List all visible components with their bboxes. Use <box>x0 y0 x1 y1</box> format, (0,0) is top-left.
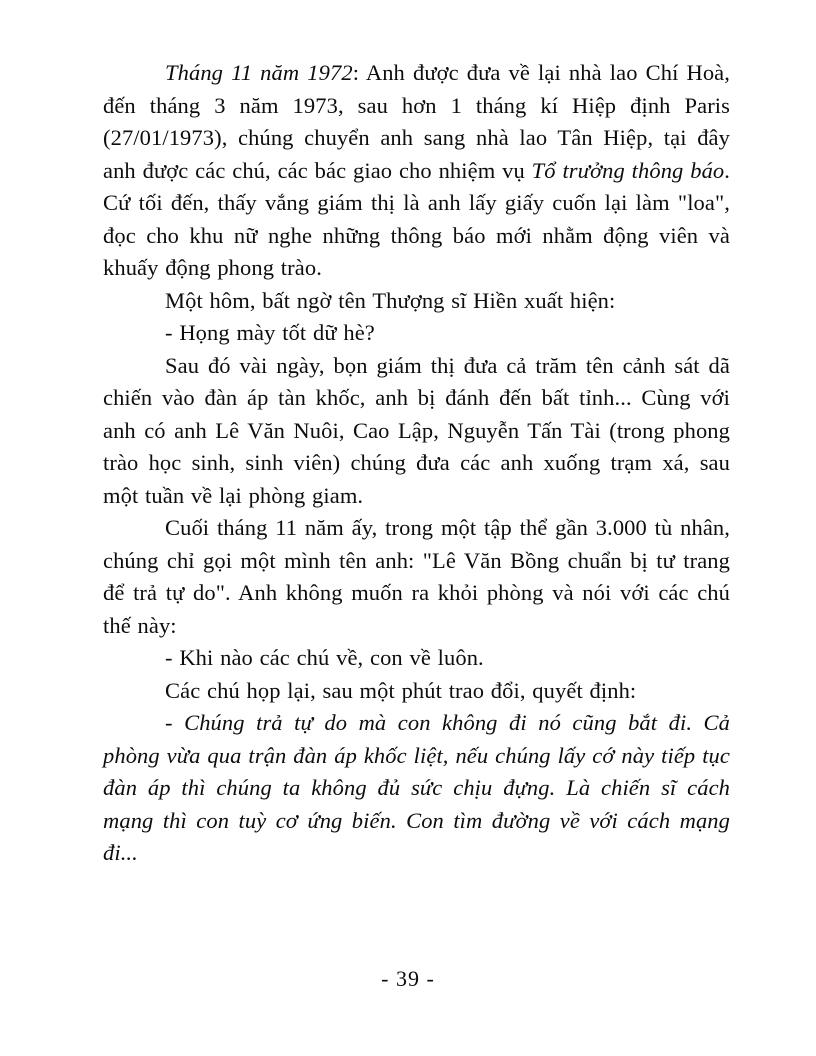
paragraph <box>103 285 730 318</box>
text-run: Một hôm, bất ngờ tên Thượng sĩ Hiền xuất hiện: <box>165 287 616 313</box>
paragraph <box>103 57 730 285</box>
paragraph <box>103 675 730 708</box>
text-block <box>103 57 730 870</box>
text-run: Cuối tháng 11 năm ấy, trong một tập thể gần 3.000 tù nhân, chúng chỉ gọi một mình tên anh: "Lê Văn Bồng chuẩn bị tư trang để trả tự do". Anh không muốn ra khỏi phòng và nói với các chú thế này: <box>103 515 730 638</box>
page-number: - 39 - <box>381 966 435 991</box>
paragraph <box>103 642 730 675</box>
text-run: - Khi nào các chú về, con về luôn. <box>165 645 484 670</box>
text-run: Các chú họp lại, sau một phút trao đổi, quyết định: <box>165 677 637 703</box>
text-run: . Cứ tối đến, thấy vắng giám thị là anh lấy giấy cuốn lại làm "loa", đọc cho khu nữ nghe những thông báo mới nhằm động viên và khuấy động phong trào. <box>103 157 731 280</box>
text-run: - Chúng trả tự do mà con không đi nó cũng bắt đi. Cả phòng vừa qua trận đàn áp khốc liệt, nếu chúng lấy cớ này tiếp tục đàn áp thì chúng ta không đủ sức chịu đựng. Là chiến sĩ cách mạng thì con tuỳ cơ ứng biến. Con tìm đường về với cách mạng đi... <box>103 710 730 865</box>
paragraph <box>103 512 730 642</box>
text-run: Sau đó vài ngày, bọn giám thị đưa cả trăm tên cảnh sát dã chiến vào đàn áp tàn khốc, anh bị đánh đến bất tỉnh... Cùng với anh có anh Lê Văn Nuôi, Cao Lập, Nguyễn Tấn Tài (trong phong trào học sinh, sinh viên) chúng đưa các anh xuống trạm xá, sau một tuần về lại phòng giam. <box>103 352 730 508</box>
paragraph <box>103 707 730 870</box>
paragraph <box>103 317 730 350</box>
text-run: : Anh được đưa về lại nhà lao Chí Hoà, đến tháng 3 năm 1973, sau hơn 1 tháng kí Hiệp định Paris (27/01/1973), chúng chuyển anh sang nhà lao Tân Hiệp, tại đây anh được các chú, các bác giao cho nhiệm vụ <box>103 60 730 183</box>
text-run: Tổ trưởng thông báo <box>531 157 725 183</box>
text-run: - Họng mày tốt dữ hè? <box>165 320 375 345</box>
paragraph <box>103 350 730 513</box>
text-run: Tháng 11 năm 1972 <box>165 60 353 85</box>
